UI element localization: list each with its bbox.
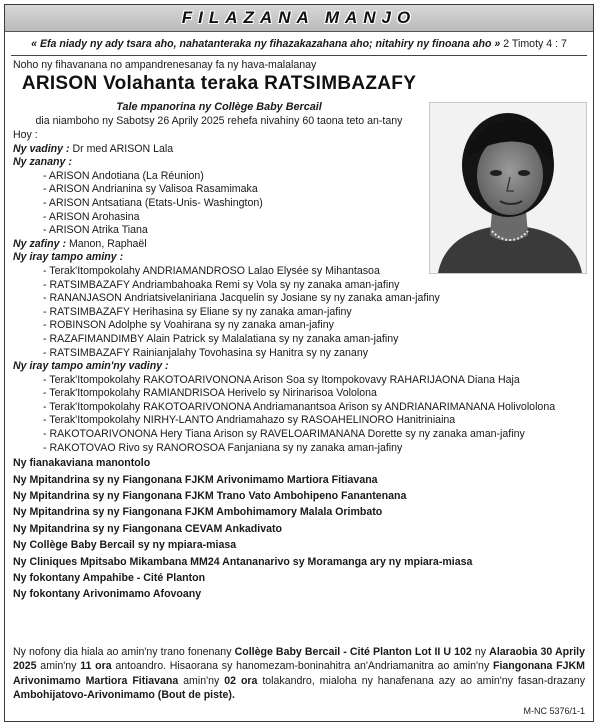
sibling-item: - Terak'Itompokolahy ANDRIAMANDROSO Lalao Elysée sy Mihantasoa: [43, 264, 380, 277]
spouse-siblings-label: Ny iray tampo amin'ny vadiny :: [13, 360, 169, 373]
deceased-role: Tale mpanorina ny Collège Baby Bercail: [116, 101, 322, 113]
obituary-notice: [4, 4, 594, 722]
verse-quote: « Efa niady ny ady tsara aho, nahatanteraka ny fihazakazahana aho; nitahiry ny finoana aho »: [31, 38, 501, 50]
organization-item: Ny Cliniques Mpitsabo Mikambana MM24 Antananarivo sy Moramanga ary ny mpiara-miasa: [13, 555, 473, 568]
notice-text: amin'ny: [36, 660, 81, 673]
spouse-line: [13, 143, 588, 157]
children-label: Ny zanany :: [13, 156, 72, 169]
siblings-label: Ny iray tampo aminy :: [13, 251, 124, 264]
notice-residence: Collège Baby Bercail - Cité Planton Lot II U 102: [234, 646, 472, 658]
grandchildren-label: Ny zafiny :: [13, 237, 66, 250]
spouse-sibling-item: - RAKOTOVAO Rivo sy RANOROSOA Fanjaniana sy ny zanaka aman-jafiny: [43, 441, 403, 454]
child-item: - ARISON Andrianina sy Valisoa Rasamimaka: [43, 183, 258, 196]
sibling-item: - RATSIMBAZAFY Rainianjalahy Tovohasina sy Hanitra sy ny zanany: [43, 346, 369, 359]
deceased-name: ARISON Volahanta teraka RATSIMBAZAFY: [21, 73, 417, 94]
spouse-sibling-item: - Terak'Itompokolahy RAKOTOARIVONONA Arison Soa sy Itompokovavy RAHARIJAONA Diana Haja: [43, 373, 520, 386]
sibling-item: - ROBINSON Adolphe sy Voahirana sy ny zanaka aman-jafiny: [43, 319, 334, 332]
family-list: [13, 129, 588, 605]
spouse-label: Ny vadiny :: [13, 142, 70, 155]
spouse-name: Dr med ARISON Lala: [72, 142, 174, 155]
child-item: - ARISON Arohasina: [43, 210, 140, 223]
notice-burial-place: Ambohijatovo-Arivonimamo (Bout de piste).: [13, 689, 235, 702]
spouse-sibling-item: - Terak'Itompokolahy RAMIANDRISOA Herivelo sy Nirinarisoa Vololona: [43, 387, 377, 400]
separator-line: [11, 55, 587, 56]
sibling-item: - RAZAFIMANDIMBY Alain Patrick sy Malalatiana sy ny zanaka aman-jafiny: [43, 332, 399, 345]
organization-item: Ny Mpitandrina sy ny Fiangonana FJKM Ambohimamory Malala Orimbato: [13, 506, 383, 519]
organization-item: Ny Collège Baby Bercail sy ny mpiara-miasa: [13, 539, 237, 552]
sibling-item: - RATSIMBAZAFY Herihasina sy Eliane sy ny zanaka aman-jafiny: [43, 305, 352, 318]
organization-item: Ny Mpitandrina sy ny Fiangonana FJKM Trano Vato Ambohipeno Fanantenana: [13, 490, 407, 503]
spouse-sibling-item: - RAKOTOARIVONONA Hery Tiana Arison sy RAVELOARIMANANA Dorette sy ny zanaka aman-jafiny: [43, 428, 525, 441]
grandchildren-names: Manon, Raphaël: [68, 237, 147, 250]
header-title: FILAZANA MANJO: [181, 7, 417, 27]
grandchildren-line: [13, 238, 588, 252]
organization-item: Ny fianakaviana manontolo: [13, 457, 151, 470]
notice-service-time: 02 ora: [224, 674, 258, 687]
notice-text: ny: [471, 646, 490, 658]
hoy-label: Hoy :: [13, 129, 38, 141]
deceased-date: dia niamboho ny Sabotsy 26 Aprily 2025 rehefa nivahiny 60 taona teto an-tany: [35, 115, 403, 127]
notice-church: Fiangonana FJKM Arivonimamo Martiora Fitiavana: [13, 660, 585, 687]
spouse-sibling-item: - Terak'Itompokolahy RAKOTOARIVONONA Andriamanantsoa Arison sy ANDRIANARIMANANA Holivololona: [43, 400, 556, 413]
notice-time: 11 ora: [80, 660, 112, 673]
funeral-notice: [13, 645, 585, 703]
notice-date: Alaraobia 30 Aprily 2025: [13, 646, 586, 673]
verse-reference: 2 Timoty 4 : 7: [503, 38, 567, 50]
organization-item: Ny fokontany Arivonimamo Afovoany: [13, 588, 202, 601]
bible-verse: [11, 38, 587, 54]
notice-text: amin'ny: [178, 674, 225, 687]
organization-item: Ny fokontany Ampahibe - Cité Planton: [13, 571, 206, 584]
sibling-item: - RATSIMBAZAFY Andriambahoaka Remi sy Vola sy ny zanaka aman-jafiny: [43, 278, 400, 291]
organization-item: Ny Mpitandrina sy ny Fiangonana CEVAM Ankadivato: [13, 522, 283, 535]
notice-text: tolakandro, mialoha ny hanafenana azy ao amin'ny fasan-drazany: [257, 674, 585, 687]
notice-text: antoandro. Hisaorana sy hanomezam-boninahitra an'Andriamanitra ao amin'ny: [111, 660, 493, 673]
header-banner: [5, 5, 593, 32]
child-item: - ARISON Atrika Tiana: [43, 224, 148, 237]
sibling-item: - RANANJASON Andriatsivelaniriana Jacquelin sy Josiane sy ny zanaka aman-jafiny: [43, 292, 440, 305]
intro-text: Noho ny fihavanana no ampandrenesanay fa ny hava-malalanay: [13, 59, 317, 71]
reference-code: M-NC 5376/1-1: [523, 706, 585, 717]
organization-item: Ny Mpitandrina sy ny Fiangonana FJKM Arivonimamo Martiora Fitiavana: [13, 473, 378, 486]
notice-text: Ny nofony dia hiala ao amin'ny trano fonenany: [13, 646, 235, 658]
child-item: - ARISON Antsatiana (Etats-Unis- Washington): [43, 196, 263, 209]
child-item: - ARISON Andotiana (La Réunion): [43, 169, 204, 182]
spouse-sibling-item: - Terak'Itompokolahy NIRHY-LANTO Andriamahazo sy RASOAHELINORO Hanitriniaina: [43, 414, 456, 427]
